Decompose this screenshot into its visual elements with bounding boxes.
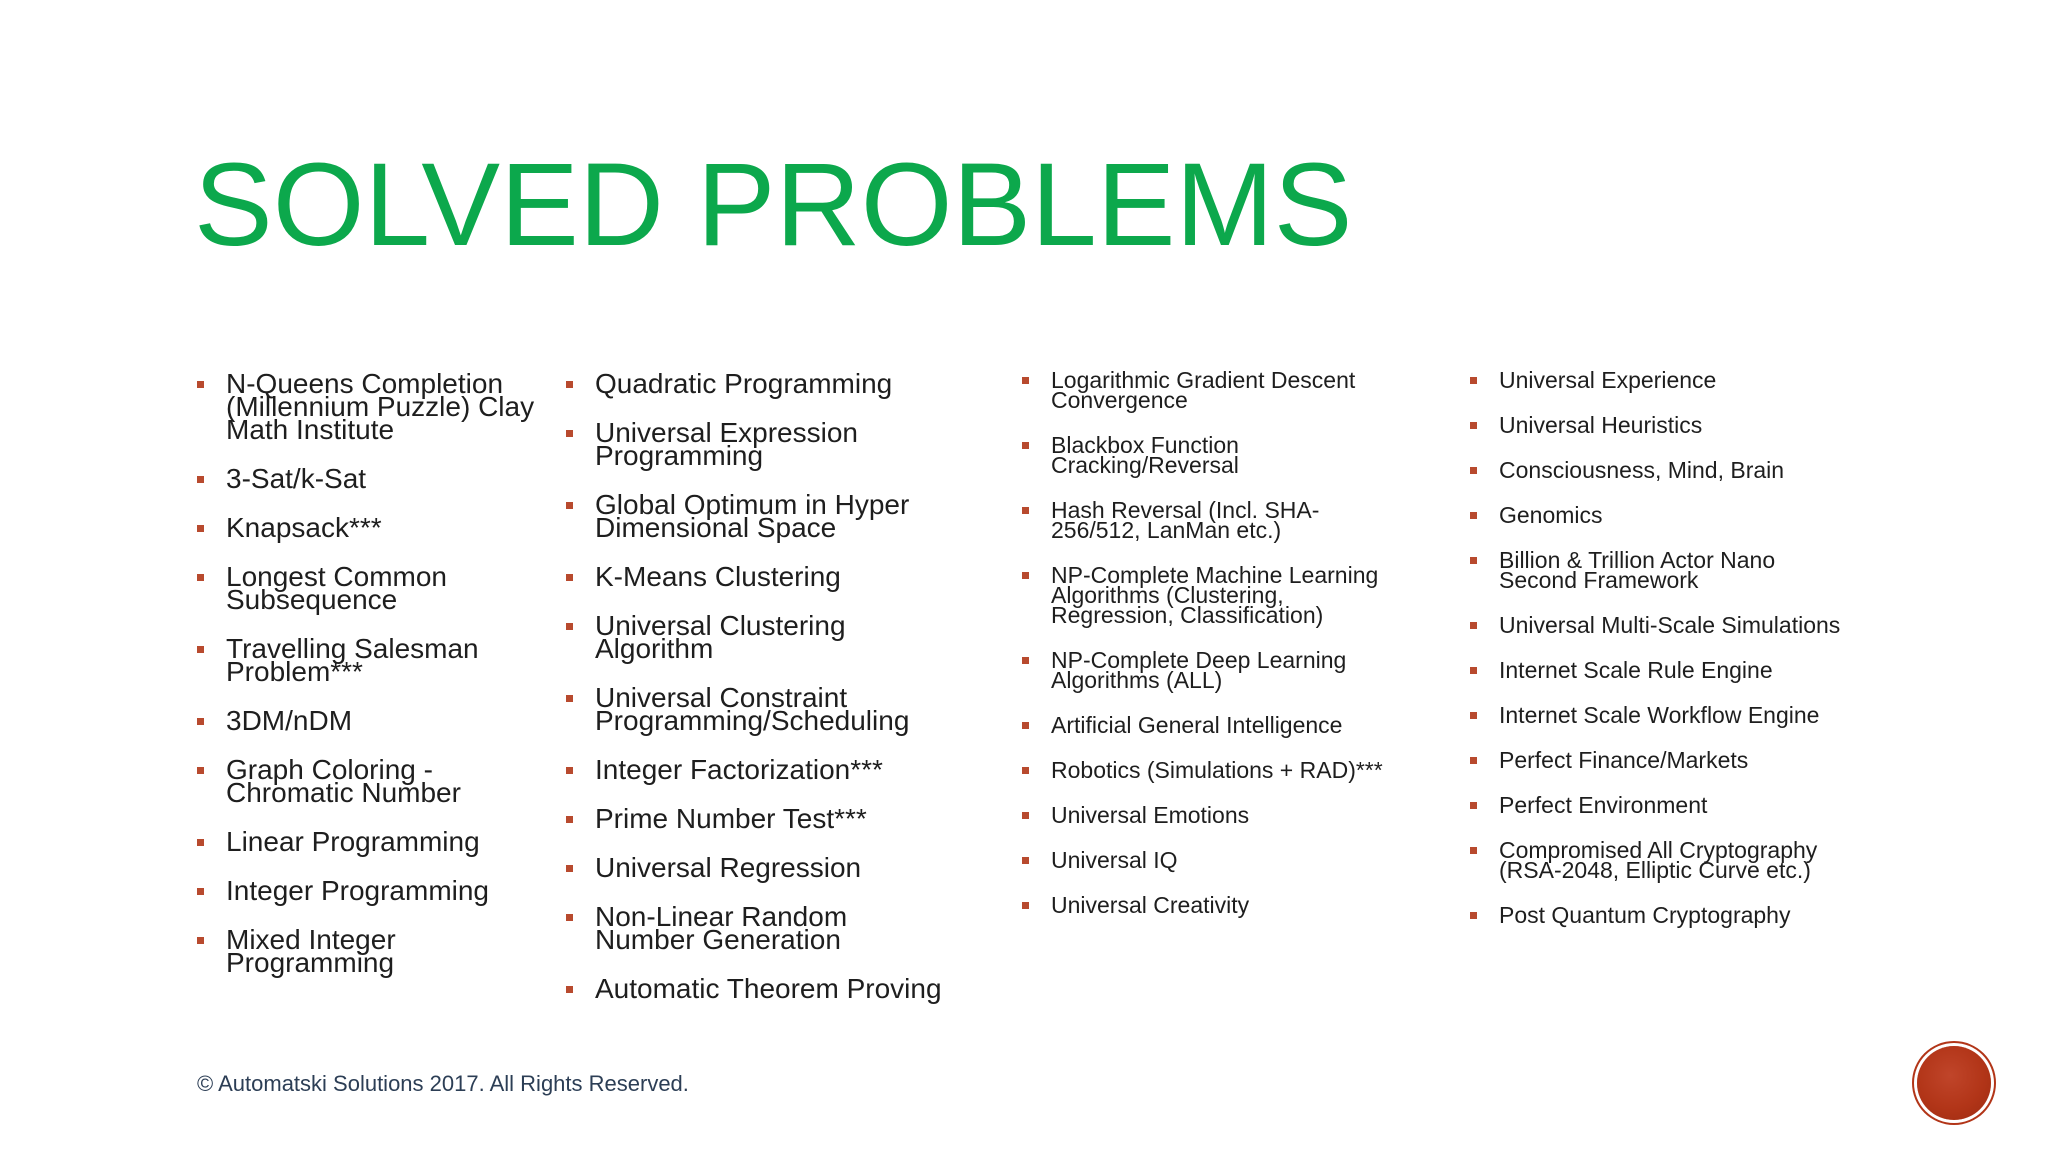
list-item-text: Number Generation: [595, 924, 841, 955]
square-bullet-icon: [566, 430, 573, 437]
list-item-text: Universal IQ: [1051, 847, 1178, 873]
list-item-text: Internet Scale Workflow Engine: [1499, 702, 1820, 728]
list-item: [1019, 712, 1419, 738]
list-item-text: Consciousness, Mind, Brain: [1499, 457, 1785, 483]
list-item-text: Automatic Theorem Proving: [595, 973, 942, 1004]
list-item: [563, 852, 983, 883]
list-item-text: Blackbox Function: [1051, 432, 1239, 458]
problem-list-column-3: [1019, 367, 1419, 940]
list-item: [1019, 367, 1419, 413]
list-item: [563, 754, 983, 785]
list-item-text: Cracking/Reversal: [1051, 452, 1239, 478]
list-item: [1019, 562, 1419, 628]
list-item: [1467, 412, 1887, 438]
list-item-text: 3-Sat/k-Sat: [226, 463, 367, 494]
list-item-text: NP-Complete Deep Learning: [1051, 647, 1347, 673]
square-bullet-icon: [197, 839, 204, 846]
list-item: [1019, 757, 1419, 783]
list-item: [563, 610, 983, 664]
square-bullet-icon: [197, 888, 204, 895]
list-item: [1467, 367, 1887, 393]
list-item-text: Subsequence: [226, 584, 398, 615]
list-item: [1019, 892, 1419, 918]
square-bullet-icon: [566, 381, 573, 388]
list-item-text: (Millennium Puzzle) Clay: [226, 391, 535, 422]
problem-list-column-1: [194, 368, 554, 1000]
square-bullet-icon: [566, 816, 573, 823]
square-bullet-icon: [566, 914, 573, 921]
list-item-text: Universal Creativity: [1051, 892, 1250, 918]
list-item-text: 3DM/nDM: [226, 705, 353, 736]
square-bullet-icon: [1022, 377, 1029, 384]
list-item-text: Universal Constraint: [595, 682, 848, 713]
list-item: [194, 754, 554, 808]
list-item: [1467, 902, 1887, 928]
list-item-text: Knapsack***: [226, 512, 382, 543]
list-item-text: Problem***: [226, 656, 363, 687]
list-item: [1019, 497, 1419, 543]
square-bullet-icon: [197, 937, 204, 944]
square-bullet-icon: [197, 718, 204, 725]
list-item-text: Regression, Classification): [1051, 602, 1324, 628]
list-item: [563, 901, 983, 955]
list-item: [1467, 837, 1887, 883]
list-item-text: Quadratic Programming: [595, 368, 893, 399]
list-item: [194, 826, 554, 857]
list-item-text: Linear Programming: [226, 826, 480, 857]
list-item-text: Compromised All Cryptography: [1499, 837, 1818, 863]
list-item-text: Integer Factorization***: [595, 754, 883, 785]
list-item-text: Algorithm: [595, 633, 714, 664]
list-item-text: Hash Reversal (Incl. SHA-: [1051, 497, 1320, 523]
list-item: [194, 368, 554, 445]
list-item-text: Perfect Environment: [1499, 792, 1708, 818]
square-bullet-icon: [1470, 467, 1477, 474]
logo-circle-icon: [1917, 1046, 1991, 1120]
square-bullet-icon: [1022, 857, 1029, 864]
square-bullet-icon: [1022, 902, 1029, 909]
square-bullet-icon: [1022, 657, 1029, 664]
list-item-text: N-Queens Completion: [226, 368, 504, 399]
list-item: [1467, 657, 1887, 683]
list-item-text: Mixed Integer: [226, 924, 396, 955]
copyright-footer: © Automatski Solutions 2017. All Rights Reserved.: [197, 1071, 689, 1096]
list-item: [1467, 792, 1887, 818]
list-item: [1467, 747, 1887, 773]
list-item-text: Travelling Salesman: [226, 633, 479, 664]
list-item-text: Graph Coloring -: [226, 754, 433, 785]
square-bullet-icon: [1470, 757, 1477, 764]
list-item-text: Math Institute: [226, 414, 395, 445]
square-bullet-icon: [566, 623, 573, 630]
slide-title: SOLVED PROBLEMS: [194, 139, 1353, 271]
square-bullet-icon: [197, 574, 204, 581]
list-item-text: Universal Expression: [595, 417, 858, 448]
list-item-text: Artificial General Intelligence: [1051, 712, 1343, 738]
list-item-text: Universal Heuristics: [1499, 412, 1703, 438]
list-item-text: Integer Programming: [226, 875, 490, 906]
list-item: [1019, 432, 1419, 478]
square-bullet-icon: [1470, 377, 1477, 384]
list-item-text: Universal Regression: [595, 852, 862, 883]
list-item-text: Genomics: [1499, 502, 1603, 528]
list-item: [1467, 547, 1887, 593]
list-item: [563, 561, 983, 592]
list-item: [1467, 457, 1887, 483]
list-item-text: Billion & Trillion Actor Nano: [1499, 547, 1776, 573]
list-item-text: Non-Linear Random: [595, 901, 848, 932]
list-item-text: Dimensional Space: [595, 512, 837, 543]
list-item-text: Algorithms (Clustering,: [1051, 582, 1284, 608]
square-bullet-icon: [1022, 722, 1029, 729]
list-item-text: Programming: [226, 947, 395, 978]
square-bullet-icon: [1470, 622, 1477, 629]
problem-list-column-4: [1467, 367, 1887, 950]
list-item: [563, 489, 983, 543]
list-item: [1019, 802, 1419, 828]
list-item-text: NP-Complete Machine Learning: [1051, 562, 1379, 588]
list-item-text: Perfect Finance/Markets: [1499, 747, 1749, 773]
list-item-text: Universal Clustering: [595, 610, 846, 641]
list-item: [194, 463, 554, 494]
square-bullet-icon: [197, 525, 204, 532]
list-item: [563, 417, 983, 471]
square-bullet-icon: [1022, 767, 1029, 774]
list-item: [194, 633, 554, 687]
list-item-text: Longest Common: [226, 561, 448, 592]
list-item-text: 256/512, LanMan etc.): [1051, 517, 1282, 543]
list-item: [1019, 647, 1419, 693]
list-item: [563, 368, 983, 399]
list-item-text: Post Quantum Cryptography: [1499, 902, 1791, 928]
square-bullet-icon: [1022, 507, 1029, 514]
list-item: [194, 924, 554, 978]
list-item: [194, 875, 554, 906]
list-item-text: Algorithms (ALL): [1051, 667, 1223, 693]
square-bullet-icon: [197, 646, 204, 653]
list-item: [194, 561, 554, 615]
square-bullet-icon: [1470, 802, 1477, 809]
square-bullet-icon: [1022, 812, 1029, 819]
list-item-text: Second Framework: [1499, 567, 1699, 593]
square-bullet-icon: [566, 767, 573, 774]
list-item: [1467, 612, 1887, 638]
square-bullet-icon: [197, 767, 204, 774]
square-bullet-icon: [1470, 912, 1477, 919]
list-item-text: Prime Number Test***: [595, 803, 867, 834]
list-item: [1467, 502, 1887, 528]
square-bullet-icon: [1022, 572, 1029, 579]
square-bullet-icon: [566, 865, 573, 872]
square-bullet-icon: [1022, 442, 1029, 449]
list-item-text: Internet Scale Rule Engine: [1499, 657, 1773, 683]
list-item-text: Robotics (Simulations + RAD)***: [1051, 757, 1383, 783]
list-item: [563, 973, 983, 1004]
list-item: [1467, 702, 1887, 728]
list-item-text: Programming: [595, 440, 764, 471]
list-item-text: Universal Emotions: [1051, 802, 1250, 828]
list-item-text: Chromatic Number: [226, 777, 461, 808]
square-bullet-icon: [1470, 422, 1477, 429]
problem-list-column-2: [563, 368, 983, 1026]
list-item-text: Universal Multi-Scale Simulations: [1499, 612, 1841, 638]
square-bullet-icon: [1470, 512, 1477, 519]
list-item-text: Universal Experience: [1499, 367, 1717, 393]
list-item-text: Programming/Scheduling: [595, 705, 910, 736]
list-item: [194, 512, 554, 543]
list-item-text: Convergence: [1051, 387, 1188, 413]
list-item: [563, 682, 983, 736]
list-item-text: Global Optimum in Hyper: [595, 489, 910, 520]
list-item: [194, 705, 554, 736]
square-bullet-icon: [197, 381, 204, 388]
square-bullet-icon: [566, 695, 573, 702]
list-item-text: (RSA-2048, Elliptic Curve etc.): [1499, 857, 1811, 883]
square-bullet-icon: [566, 986, 573, 993]
list-item: [563, 803, 983, 834]
list-item: [1019, 847, 1419, 873]
list-item-text: Logarithmic Gradient Descent: [1051, 367, 1356, 393]
square-bullet-icon: [1470, 667, 1477, 674]
square-bullet-icon: [1470, 847, 1477, 854]
square-bullet-icon: [1470, 712, 1477, 719]
list-item-text: K-Means Clustering: [595, 561, 841, 592]
square-bullet-icon: [566, 502, 573, 509]
square-bullet-icon: [566, 574, 573, 581]
square-bullet-icon: [197, 476, 204, 483]
square-bullet-icon: [1470, 557, 1477, 564]
